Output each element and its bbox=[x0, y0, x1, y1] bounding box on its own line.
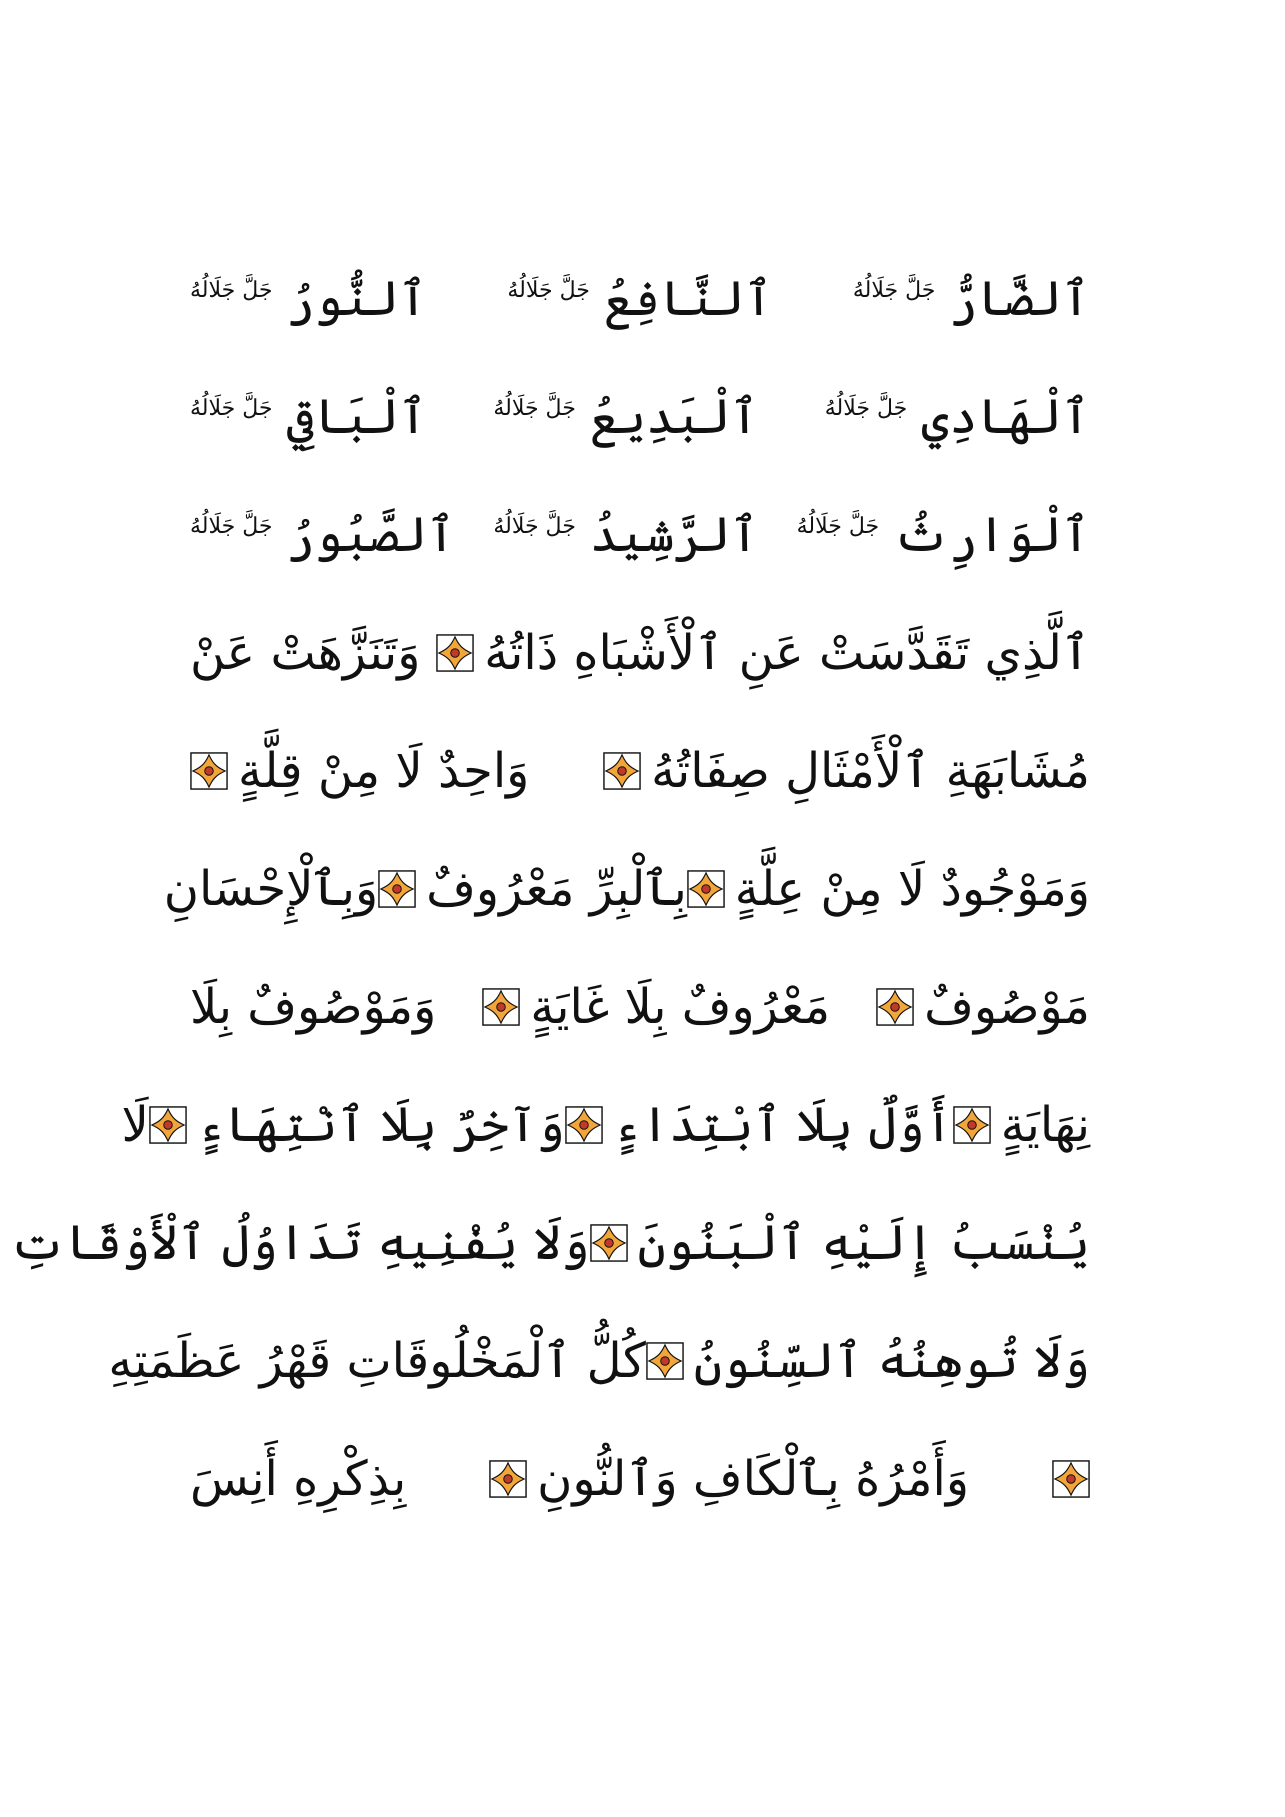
rosette-icon bbox=[687, 870, 725, 908]
prose-text: وَمَوْصُوفٌ بِلَا bbox=[190, 979, 437, 1035]
prose-text: وَتَنَزَّهَتْ عَنْ bbox=[190, 625, 421, 681]
rosette-icon bbox=[190, 752, 228, 790]
prose-segment bbox=[1052, 1460, 1090, 1498]
rosette-icon bbox=[590, 1224, 628, 1262]
prose-segment bbox=[149, 1097, 565, 1153]
names-row-2 bbox=[190, 358, 1090, 476]
prose-line-2 bbox=[190, 712, 1090, 830]
epithet: جَلَّ جَلَالُهُ bbox=[493, 514, 576, 540]
rosette-icon bbox=[489, 1460, 527, 1498]
rosette-icon bbox=[1052, 1460, 1090, 1498]
prose-line-1 bbox=[190, 594, 1090, 712]
prose-text: وَمَوْجُودٌ لَا مِنْ عِلَّةٍ bbox=[734, 861, 1090, 917]
divine-name: ٱلرَّشِيدُ bbox=[589, 507, 759, 563]
prose-text: وَأَمْرُهُ بِٱلْكَافِ وَٱلنُّونِ bbox=[537, 1451, 970, 1507]
prose-line-6 bbox=[9, 1184, 1090, 1302]
epithet: جَلَّ جَلَالُهُ bbox=[824, 396, 908, 422]
rosette-icon bbox=[876, 988, 914, 1026]
names-row-1 bbox=[190, 240, 1090, 358]
rosette-icon bbox=[436, 634, 474, 672]
epithet: جَلَّ جَلَالُهُ bbox=[190, 514, 273, 540]
rosette-icon bbox=[565, 1106, 603, 1144]
prose-line-8 bbox=[190, 1420, 1090, 1538]
name-entry bbox=[852, 271, 1090, 327]
prose-text: ٱلَّذِي تَقَدَّسَتْ عَنِ ٱلْأَشْبَاهِ ذَاتُهُ bbox=[484, 625, 1090, 681]
divine-name: ٱلضَّارُّ bbox=[949, 271, 1090, 327]
name-entry bbox=[190, 507, 456, 563]
divine-name: ٱلْهَادِي bbox=[921, 389, 1090, 445]
name-entry bbox=[796, 507, 1090, 563]
epithet: جَلَّ جَلَالُهُ bbox=[507, 278, 590, 304]
epithet: جَلَّ جَلَالُهُ bbox=[190, 396, 273, 422]
name-entry bbox=[190, 389, 428, 445]
divine-name: ٱلنُّورُ bbox=[286, 271, 428, 327]
names-row-3 bbox=[190, 476, 1090, 594]
prose-line-3 bbox=[163, 830, 1090, 948]
name-entry bbox=[190, 271, 428, 327]
divine-name: ٱلْبَاقِي bbox=[286, 389, 428, 445]
prose-text: مَعْرُوفٌ بِلَا غَايَةٍ bbox=[530, 979, 831, 1035]
divine-name: ٱلنَّافِعُ bbox=[603, 271, 773, 327]
prose-segment bbox=[436, 625, 1090, 681]
prose-segment bbox=[489, 1451, 970, 1507]
prose-text: كُلُّ ٱلْمَخْلُوقَاتِ قَهْرُ عَظَمَتِهِ bbox=[108, 1333, 646, 1389]
prose-line-4 bbox=[190, 948, 1090, 1066]
epithet: جَلَّ جَلَالُهُ bbox=[190, 278, 273, 304]
divine-name: ٱلْبَدِيعُ bbox=[589, 389, 759, 445]
epithet: جَلَّ جَلَالُهُ bbox=[852, 278, 936, 304]
divine-name: ٱلْوَارِثُ bbox=[893, 507, 1090, 563]
prose-segment bbox=[190, 743, 530, 799]
prose-text: وَبِٱلْإِحْسَانِ bbox=[163, 861, 379, 917]
prose-text: بِذِكْرِهِ أَنِسَ bbox=[190, 1451, 407, 1507]
divine-name: ٱلصَّبُورُ bbox=[286, 507, 456, 563]
prose-text: وَلَا تُوهِنُهُ ٱلسِّنُونُ bbox=[693, 1333, 1090, 1389]
rosette-icon bbox=[482, 988, 520, 1026]
rosette-icon bbox=[378, 870, 416, 908]
text-block bbox=[9, 240, 1090, 1538]
epithet: جَلَّ جَلَالُهُ bbox=[493, 396, 576, 422]
prose-text: يُنْسَبُ إِلَيْهِ ٱلْبَنُونَ bbox=[637, 1215, 1090, 1271]
rosette-icon bbox=[646, 1342, 684, 1380]
prose-line-7 bbox=[108, 1302, 1090, 1420]
prose-text: بِٱلْبِرِّ مَعْرُوفٌ bbox=[426, 861, 687, 917]
rosette-icon bbox=[603, 752, 641, 790]
prose-segment bbox=[482, 979, 831, 1035]
prose-segment bbox=[603, 743, 1090, 799]
prose-segment bbox=[646, 1333, 1090, 1389]
rosette-icon bbox=[149, 1106, 187, 1144]
rosette-icon bbox=[953, 1106, 991, 1144]
prose-text: أَوَّلٌ بِلَا ٱبْتِدَاءٍ bbox=[612, 1097, 953, 1153]
name-entry bbox=[824, 389, 1090, 445]
prose-text: وَآخِرٌ بِلَا ٱنْتِهَاءٍ bbox=[196, 1097, 565, 1153]
prose-segment bbox=[953, 1097, 1090, 1153]
name-entry bbox=[493, 507, 759, 563]
prose-segment bbox=[565, 1097, 953, 1153]
prose-line-5 bbox=[121, 1066, 1090, 1184]
prose-text: وَلَا يُفْنِيهِ تَدَاوُلُ ٱلْأَوْقَاتِ bbox=[9, 1215, 590, 1271]
epithet: جَلَّ جَلَالُهُ bbox=[796, 514, 880, 540]
prose-segment bbox=[687, 861, 1090, 917]
prose-text: وَاحِدٌ لَا مِنْ قِلَّةٍ bbox=[238, 743, 530, 799]
name-entry bbox=[507, 271, 773, 327]
prose-text: مَوْصُوفٌ bbox=[924, 979, 1090, 1035]
prose-text: نِهَايَةٍ bbox=[1000, 1097, 1090, 1153]
prose-segment bbox=[590, 1215, 1090, 1271]
name-entry bbox=[493, 389, 759, 445]
prose-text: لَا bbox=[121, 1097, 149, 1153]
prose-text: مُشَابَهَةِ ٱلْأَمْثَالِ صِفَاتُهُ bbox=[651, 743, 1090, 799]
prose-segment bbox=[378, 861, 687, 917]
prose-segment bbox=[876, 979, 1090, 1035]
